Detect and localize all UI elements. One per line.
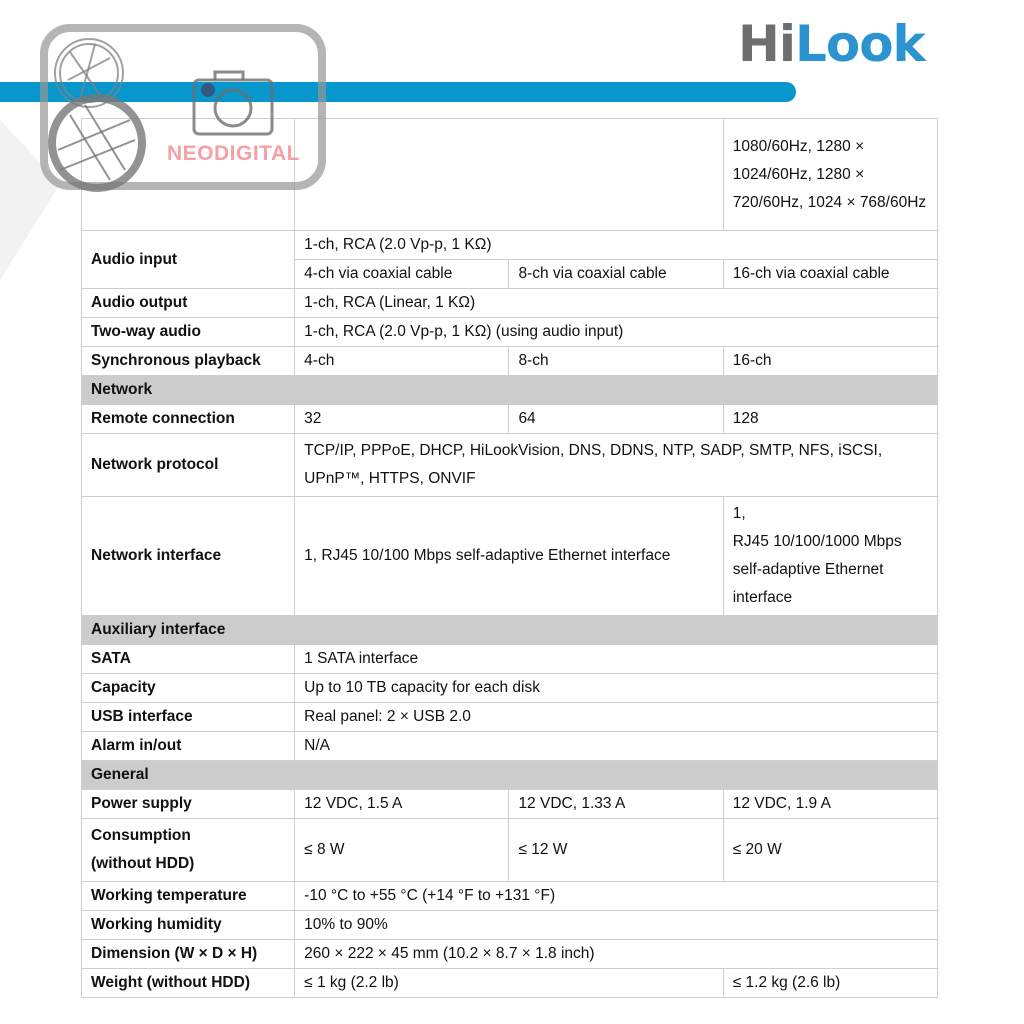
table-row [82,405,938,434]
table-row [82,882,938,911]
cell: 10% to 90% [295,911,938,940]
table-row [82,969,938,998]
row-label: Working temperature [82,882,295,911]
table-row [82,347,938,376]
cell: 1 SATA interface [295,645,938,674]
cell: ≤ 20 W [723,819,937,882]
logo-hi: Hi [738,15,795,73]
cell: 8-ch [509,347,723,376]
cell: 32 [295,405,509,434]
cell: Real panel: 2 × USB 2.0 [295,703,938,732]
cell: 1-ch, RCA (Linear, 1 KΩ) [295,289,938,318]
cell: 64 [509,405,723,434]
cell: 4-ch via coaxial cable [295,260,509,289]
section-title: Auxiliary interface [82,616,938,645]
table-row [82,674,938,703]
row-label: Weight (without HDD) [82,969,295,998]
table-row [82,790,938,819]
table-row [82,434,938,497]
cell: ≤ 12 W [509,819,723,882]
cell: ≤ 1 kg (2.2 lb) [295,969,724,998]
section-header-general [82,761,938,790]
cell: 12 VDC, 1.5 A [295,790,509,819]
cell-line: 1, [732,505,746,522]
section-header-auxiliary [82,616,938,645]
cell: 4-ch [295,347,509,376]
row-label: Remote connection [82,405,295,434]
label-line: Consumption [91,827,191,844]
row-label: Capacity [82,674,295,703]
hilook-logo [738,15,925,73]
camera-icon [194,72,272,134]
spec-table [81,118,938,998]
cell: -10 °C to +55 °C (+14 °F to +131 °F) [295,882,938,911]
label-line: (without HDD) [91,855,195,872]
camera-dot-icon [201,83,215,97]
cell: 12 VDC, 1.33 A [509,790,723,819]
row-label: Network interface [82,497,295,616]
section-title: Network [82,376,938,405]
table-row [82,289,938,318]
row-label: Synchronous playback [82,347,295,376]
row-label: SATA [82,645,295,674]
watermark-text: NEODIGITAL [167,142,300,165]
cell: 128 [723,405,937,434]
table-row [82,318,938,347]
table-row [82,911,938,940]
row-label: Working humidity [82,911,295,940]
table-row [82,231,938,260]
cell: 1, RJ45 10/100 Mbps self-adaptive Ethernet interface [295,497,724,616]
cell: 1-ch, RCA (2.0 Vp-p, 1 KΩ) (using audio input) [295,318,938,347]
table-row [82,940,938,969]
cell: ≤ 1.2 kg (2.6 lb) [723,969,937,998]
cell: 8-ch via coaxial cable [509,260,723,289]
cell: 16-ch [723,347,937,376]
watermark-graphics [0,0,340,210]
cell: TCP/IP, PPPoE, DHCP, HiLookVision, DNS, DDNS, NTP, SADP, SMTP, NFS, iSCSI, UPnP™, HTTPS, ONVIF [295,434,938,497]
output-resolution-cell: 1080/60Hz, 1280 × 1024/60Hz, 1280 × 720/60Hz, 1024 × 768/60Hz [723,119,937,231]
row-label: Network protocol [82,434,295,497]
cell: 260 × 222 × 45 mm (10.2 × 8.7 × 1.8 inch) [295,940,938,969]
cell-line: RJ45 10/100/1000 Mbps self-adaptive Ethernet interface [732,533,902,606]
cell: N/A [295,732,938,761]
row-label: Dimension (W × D × H) [82,940,295,969]
section-title: General [82,761,938,790]
table-row [82,732,938,761]
cell [723,497,937,616]
row-label: USB interface [82,703,295,732]
row-label: Audio output [82,289,295,318]
row-label: Two-way audio [82,318,295,347]
cell: ≤ 8 W [295,819,509,882]
table-row [82,645,938,674]
row-label: Audio input [82,231,295,289]
row-label [82,819,295,882]
section-header-network [82,376,938,405]
cell-empty [295,119,724,231]
cell: Up to 10 TB capacity for each disk [295,674,938,703]
table-row [82,497,938,616]
row-label: Power supply [82,790,295,819]
row-label: Alarm in/out [82,732,295,761]
cell: 16-ch via coaxial cable [723,260,937,289]
logo-look: Look [794,15,925,73]
cell: 12 VDC, 1.9 A [723,790,937,819]
aperture-large-icon [52,98,142,188]
cell: 1-ch, RCA (2.0 Vp-p, 1 KΩ) [295,231,938,260]
table-row [82,819,938,882]
table-row [82,703,938,732]
